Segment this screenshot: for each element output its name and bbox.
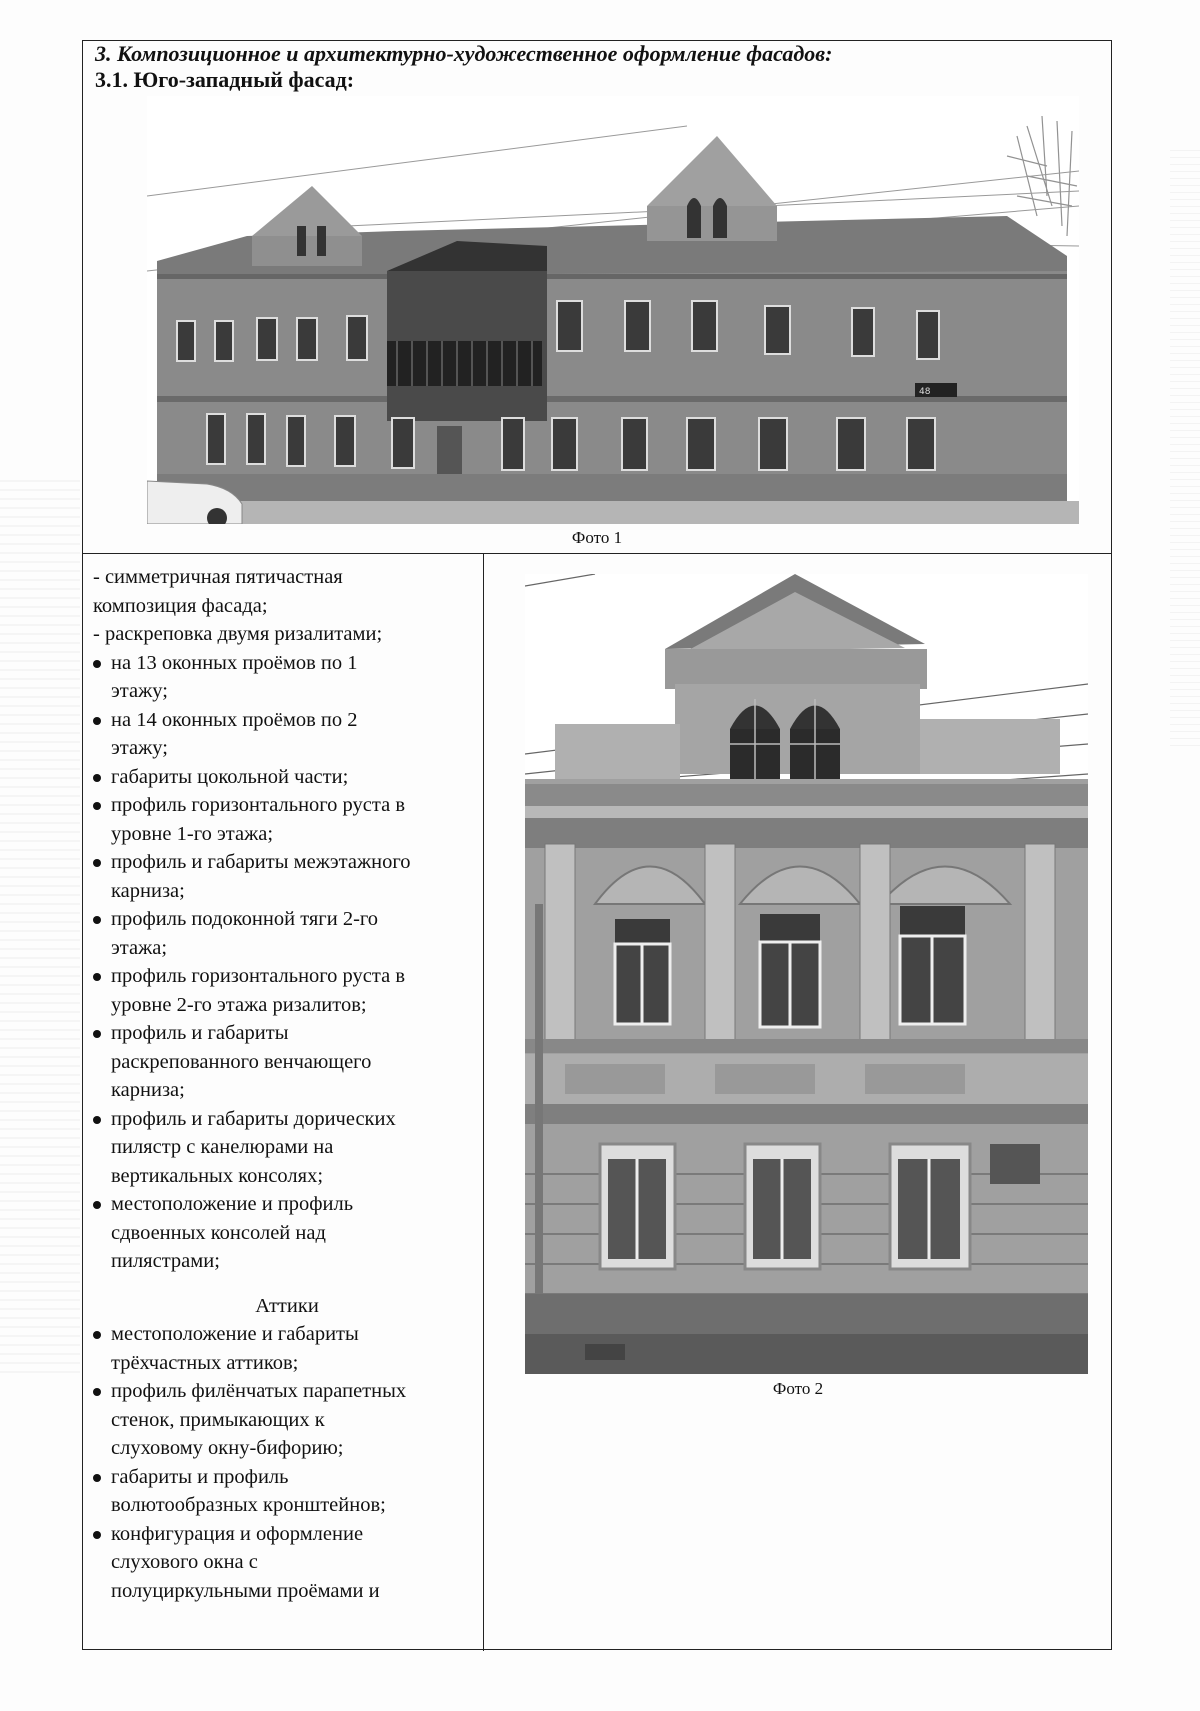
list-item-line: этажу; [111, 737, 168, 759]
bullet-icon [93, 1116, 101, 1124]
list-item-line: на 13 оконных проёмов по 1 [111, 651, 358, 674]
list-item-line: трёхчастных аттиков; [111, 1351, 299, 1374]
bullet-icon [93, 859, 101, 867]
bullet-icon [93, 916, 101, 924]
photo-2-caption: Фото 2 [772, 1379, 824, 1398]
list-item-line: стенок, примыкающих к [111, 1408, 325, 1431]
bullet-icon [93, 1331, 101, 1339]
list-item-line: карниза; [111, 1079, 185, 1101]
list-item-line: уровне 2-го этажа ризалитов; [111, 993, 367, 1016]
list-item-line: слуховому окну-бифорию; [111, 1437, 344, 1459]
list-item-line: вертикальных консолях; [111, 1164, 324, 1187]
list-item-line: профиль и габариты дорических [111, 1107, 396, 1130]
scan-noise-left [0, 480, 80, 1380]
list-item-line: пилястр с канелюрами на [111, 1136, 334, 1158]
intro-line: композиция фасада; [93, 594, 268, 617]
list-item-line: этажу; [111, 680, 168, 702]
bullet-icon [93, 1388, 101, 1396]
list-item-line: профиль подоконной тяги 2-го [111, 908, 379, 930]
list-item-line: профиль филёнчатых парапетных [111, 1380, 407, 1402]
attic-heading: Аттики [255, 1294, 319, 1317]
photo-1-building-facade [147, 96, 1079, 524]
photo-2-facade-detail [525, 574, 1088, 1374]
bullet-icon [93, 1201, 101, 1209]
bullet-icon [93, 774, 101, 782]
bullet-icon [93, 660, 101, 668]
bullet-icon [93, 1474, 101, 1482]
intro-line: - симметричная пятичастная [93, 566, 343, 588]
subsection-title: 3.1. Юго-западный фасад: [95, 67, 355, 92]
bullet-icon [93, 717, 101, 725]
list-item [93, 1320, 481, 1377]
list-item-line: профиль и габариты [111, 1022, 289, 1044]
list-item [93, 962, 481, 1019]
list-item-line: местоположение и габариты [111, 1323, 359, 1345]
features-list [93, 563, 481, 1605]
list-item-line: профиль и габариты межэтажного [111, 851, 411, 873]
list-item-line: полуциркульными проёмами и [111, 1579, 380, 1602]
list-item-line: волютообразных кронштейнов; [111, 1494, 386, 1516]
list-item [93, 706, 481, 763]
list-item-line: раскрепованного венчающего [111, 1050, 372, 1073]
list-item-line: местоположение и профиль [111, 1193, 354, 1215]
list-item-line: габариты цокольной части; [111, 765, 349, 788]
list-item [93, 791, 481, 848]
column-divider [483, 554, 484, 1651]
list-item [93, 1520, 481, 1606]
list-item [93, 1377, 481, 1463]
list-item [93, 649, 481, 706]
list-item [93, 1019, 481, 1105]
list-item-line: габариты и профиль [111, 1465, 289, 1488]
top-cell [83, 41, 1111, 554]
scan-noise-right [1170, 150, 1200, 750]
list-item [93, 1463, 481, 1520]
list-item-line: карниза; [111, 879, 185, 902]
list-item-line: этажа; [111, 936, 168, 959]
document-table [82, 40, 1112, 1650]
list-item-line: сдвоенных консолей над [111, 1221, 326, 1244]
list-item-line: уровне 1-го этажа; [111, 822, 274, 845]
section-title: 3. Композиционное и архитектурно-художественное оформление фасадов: [95, 41, 833, 66]
list-item [93, 763, 481, 792]
list-item [93, 1105, 481, 1191]
intro-line: - раскреповка двумя ризалитами; [93, 623, 383, 645]
bullet-icon [93, 973, 101, 981]
bullet-icon [93, 1030, 101, 1038]
list-item-line: пилястрами; [111, 1250, 220, 1272]
photo-1-caption: Фото 1 [571, 528, 623, 547]
list-item [93, 1190, 481, 1276]
list-item-line: конфигурация и оформление [111, 1522, 364, 1545]
list-item-line: слухового окна с [111, 1551, 258, 1573]
list-item [93, 848, 481, 905]
list-item-line: на 14 оконных проёмов по 2 [111, 708, 358, 731]
list-item [93, 905, 481, 962]
bullet-icon [93, 802, 101, 810]
photo1-street-plate-number: 48 [919, 387, 931, 397]
bullet-icon [93, 1531, 101, 1539]
list-item-line: профиль горизонтального руста в [111, 794, 405, 816]
list-item-line: профиль горизонтального руста в [111, 965, 405, 987]
